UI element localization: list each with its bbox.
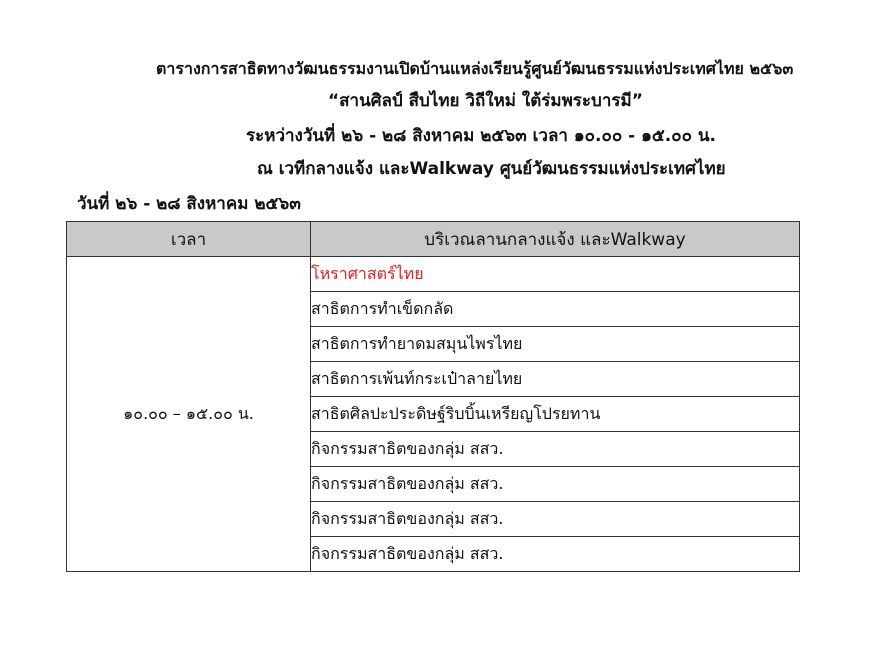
activity-cell: สาธิตการทำเข็ดกลัด: [311, 292, 800, 327]
schedule-table: [66, 221, 800, 572]
header-area: บริเวณลานกลางแจ้ง และWalkway: [311, 222, 800, 257]
event-slogan: “สานศิลป์ สืบไทย วิถีใหม่ ใต้ร่มพระบารมี”: [328, 91, 643, 111]
activity-cell: สาธิตศิลปะประดิษฐ์ริบบิ้นเหรียญโปรยทาน: [311, 397, 800, 432]
activity-cell: สาธิตการทำยาดมสมุนไพรไทย: [311, 327, 800, 362]
time-cell: ๑๐.๐๐ – ๑๕.๐๐ น.: [67, 257, 311, 572]
table-header-row: [67, 222, 800, 257]
activity-cell: กิจกรรมสาธิตของกลุ่ม สสว.: [311, 537, 800, 572]
activity-cell: สาธิตการเพ้นท์กระเป๋าลายไทย: [311, 362, 800, 397]
table-row: [67, 257, 800, 292]
header-time: เวลา: [67, 222, 311, 257]
event-venue: ณ เวทีกลางแจ้ง และWalkway ศูนย์วัฒนธรรมแห่งประเทศไทย: [257, 159, 726, 179]
schedule-date-label: วันที่ ๒๖ - ๒๘ สิงหาคม ๒๕๖๓: [77, 194, 301, 214]
activity-cell: กิจกรรมสาธิตของกลุ่ม สสว.: [311, 502, 800, 537]
activity-cell: โหราศาสตร์ไทย: [311, 257, 800, 292]
event-date-range: ระหว่างวันที่ ๒๖ - ๒๘ สิงหาคม ๒๕๖๓ เวลา ๑๐.๐๐ - ๑๕.๐๐ น.: [246, 126, 716, 146]
activity-cell: กิจกรรมสาธิตของกลุ่ม สสว.: [311, 467, 800, 502]
document-title: ตารางการสาธิตทางวัฒนธรรมงานเปิดบ้านแหล่งเรียนรู้ศูนย์วัฒนธรรมแห่งประเทศไทย ๒๕๖๓: [156, 59, 794, 78]
activity-cell: กิจกรรมสาธิตของกลุ่ม สสว.: [311, 432, 800, 467]
